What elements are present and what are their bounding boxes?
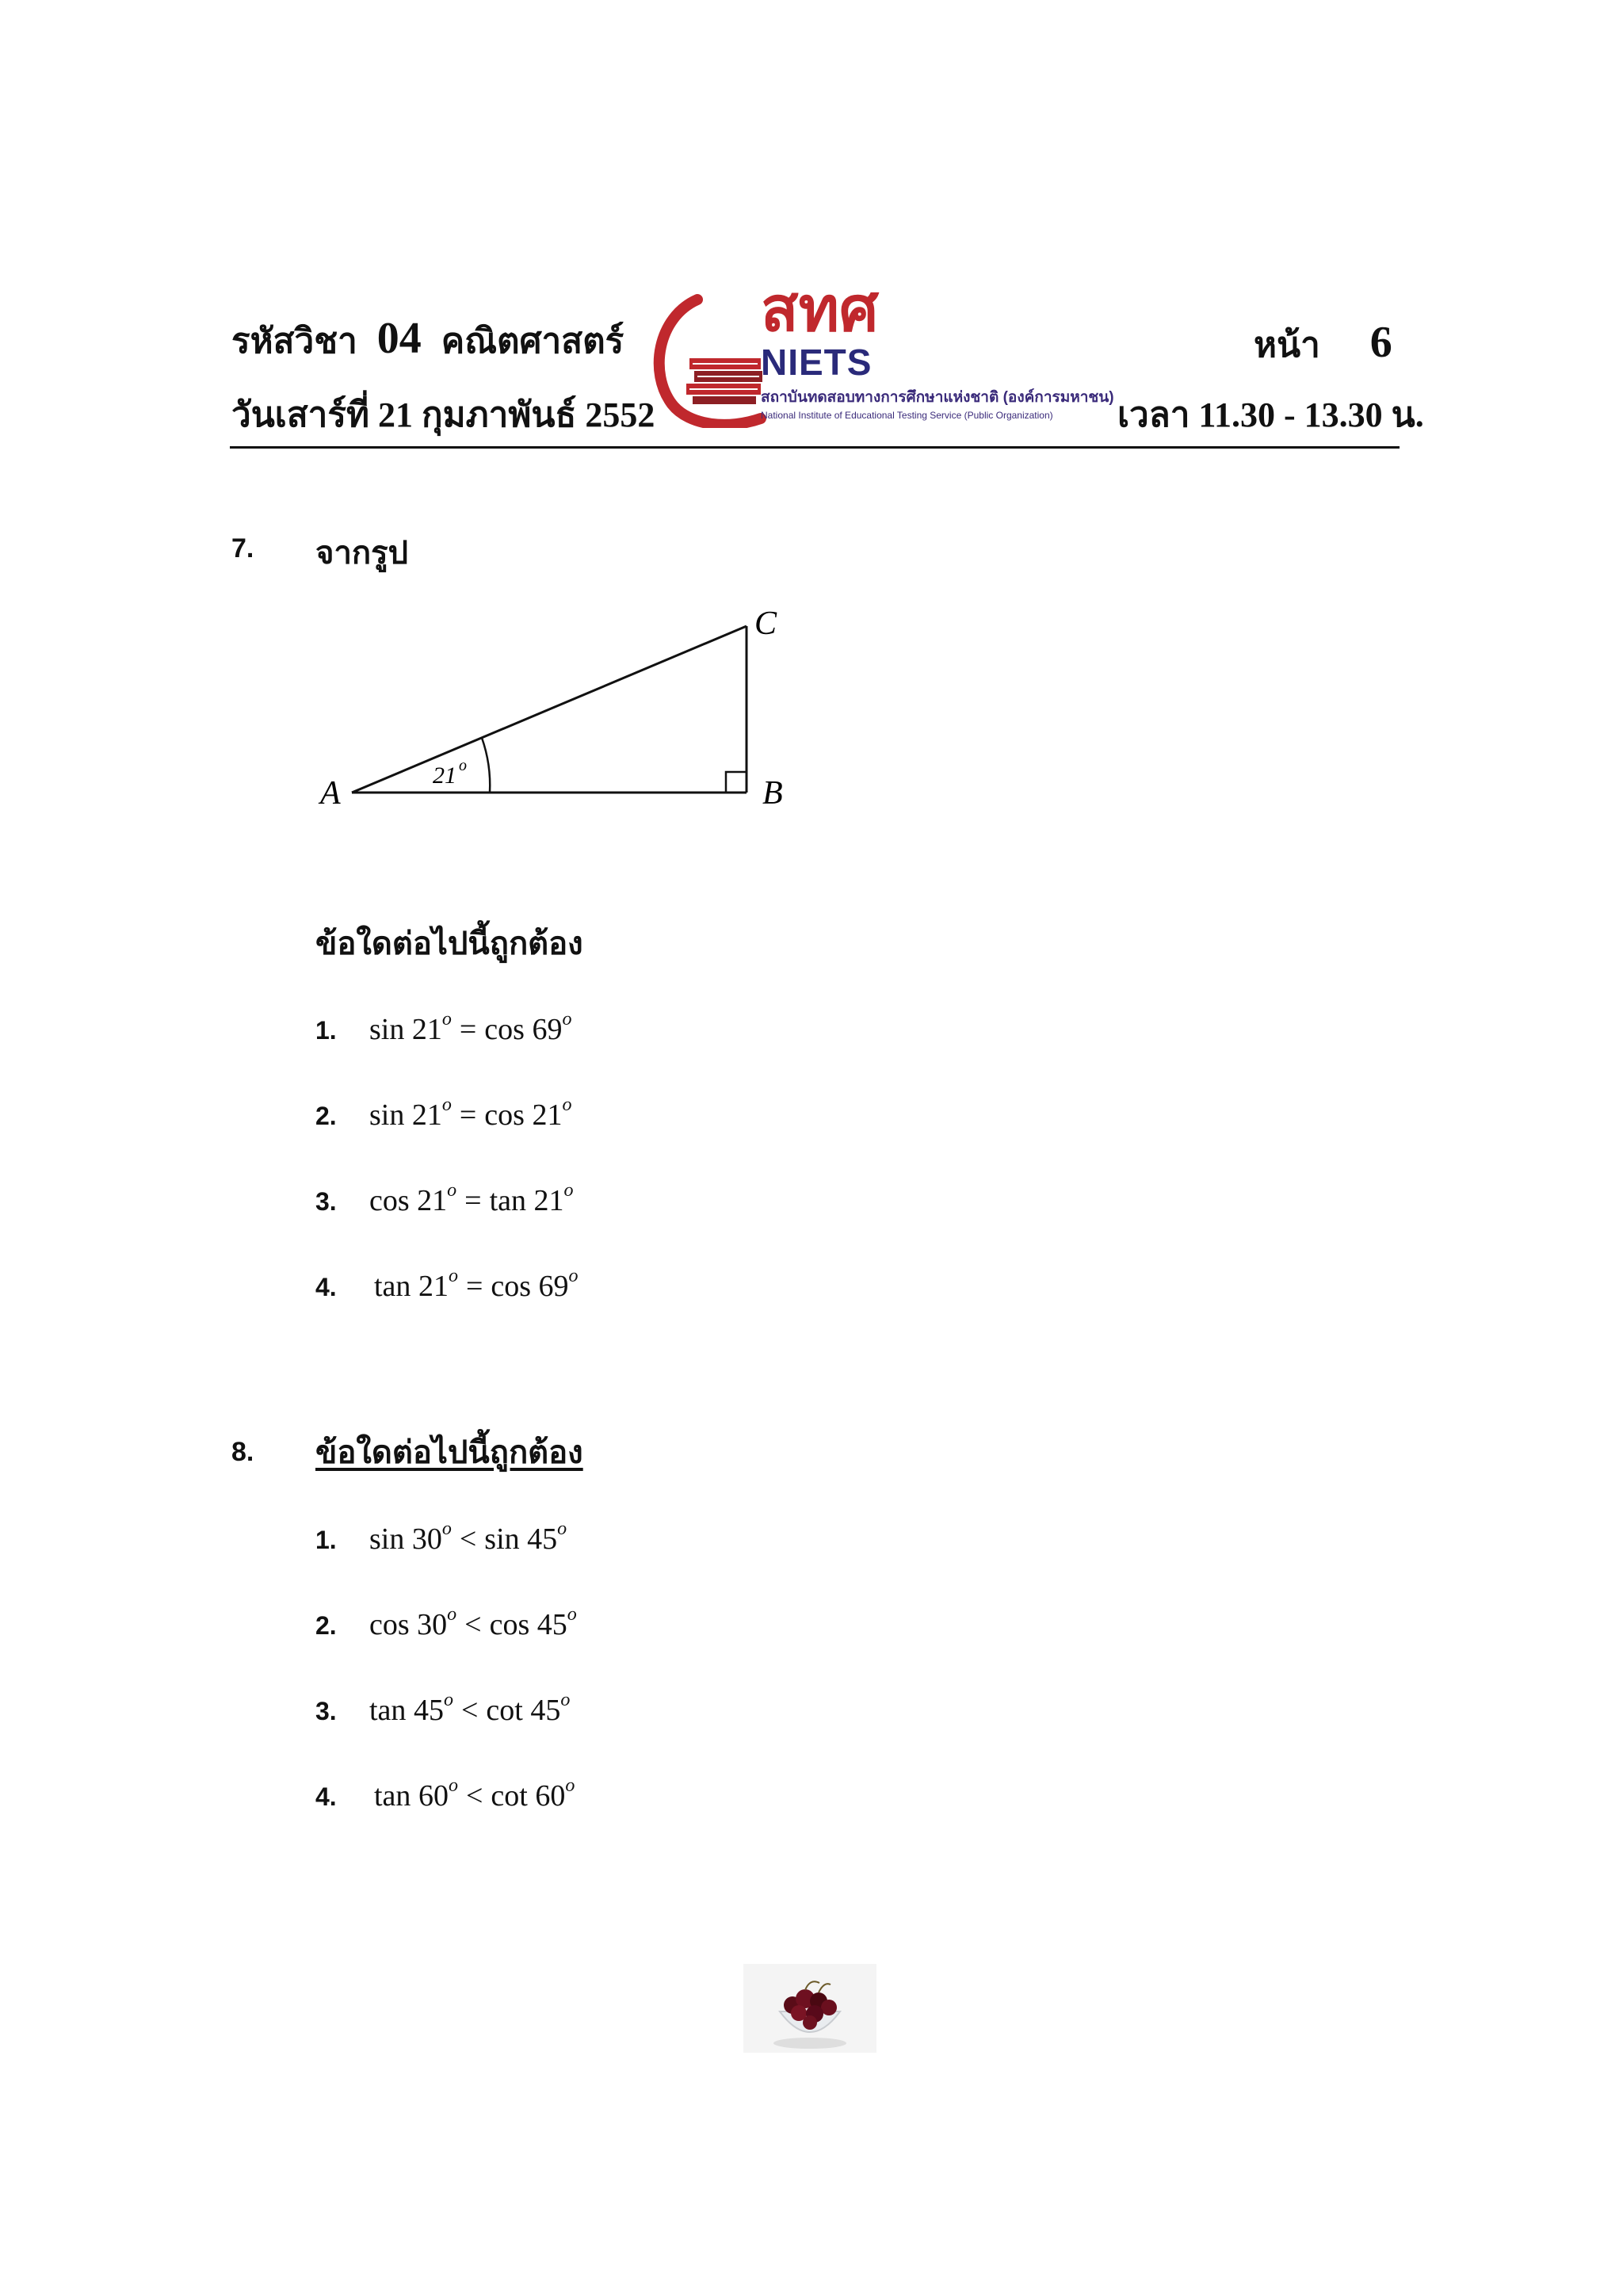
option-expression: $\tan 45^o < \cot 45^o$: [369, 1690, 571, 1727]
option-number: 1.: [315, 1526, 337, 1554]
logo-thai-full: สถาบันทดสอบทางการศึกษาแห่งชาติ (องค์การมหาชน): [761, 389, 1114, 406]
question-number: 7.: [231, 533, 254, 563]
exam-time: เวลา 11.30 - 13.30 น.: [1117, 395, 1424, 434]
question-prompt: ข้อใดต่อไปนี้ถูกต้อง: [315, 926, 583, 961]
option-number: 2.: [315, 1611, 337, 1640]
option-item: [315, 1009, 571, 1047]
option-item: [315, 1266, 579, 1304]
option-expression: $\sin 21^o = \cos 21^o$: [369, 1095, 572, 1132]
subject-code: 04: [376, 314, 422, 363]
subject-label: รหัสวิชา: [231, 322, 357, 361]
page-number: 6: [1369, 318, 1392, 367]
option-expression: $\cos 30^o < \cos 45^o$: [369, 1604, 577, 1641]
vertex-a-label: A: [320, 775, 341, 810]
option-item: [315, 1690, 570, 1728]
logo-english-full: National Institute of Educational Testing Service (Public Organization): [761, 410, 1053, 421]
question-prompt: ข้อใดต่อไปนี้ถูกต้อง: [315, 1435, 583, 1470]
page-label: หน้า: [1254, 326, 1320, 365]
option-number: 3.: [315, 1697, 337, 1725]
option-item: [315, 1604, 577, 1642]
logo-english-abbr: NIETS: [761, 342, 873, 383]
header-divider: [230, 446, 1400, 449]
right-angle-mark: [726, 772, 747, 793]
option-number: 3.: [315, 1187, 337, 1216]
option-item: [315, 1180, 574, 1218]
option-expression: $\sin 21^o = \cos 69^o$: [369, 1009, 572, 1046]
question-number: 8.: [231, 1437, 254, 1467]
subject-line: [231, 313, 624, 369]
option-number: 1.: [315, 1016, 337, 1045]
side-ac: [352, 626, 747, 793]
vertex-b-label: B: [762, 775, 783, 810]
angle-label: 21: [433, 762, 456, 789]
option-expression: $\sin 30^o < \sin 45^o$: [369, 1519, 567, 1556]
angle-degree: o: [459, 757, 467, 774]
option-number: 4.: [315, 1782, 337, 1811]
vertex-c-label: C: [754, 606, 777, 642]
option-expression: $\cos 21^o = \tan 21^o$: [369, 1180, 574, 1217]
page-indicator: [1254, 317, 1392, 372]
option-item: [315, 1095, 571, 1133]
option-number: 2.: [315, 1102, 337, 1130]
option-item: [315, 1519, 567, 1557]
triangle-figure: [309, 596, 800, 810]
exam-date: วันเสาร์ที่ 21 กุมภาพันธ์ 2552: [231, 395, 655, 434]
cherries-bowl-icon: [743, 1964, 876, 2053]
angle-arc: [482, 738, 490, 793]
subject-name: คณิตศาสตร์: [441, 322, 624, 361]
logo-thai-abbr: สทศ: [761, 274, 879, 346]
niets-logo: [642, 274, 1117, 428]
option-item: [315, 1775, 575, 1813]
question-intro: จากรูป: [315, 536, 408, 571]
option-number: 4.: [315, 1273, 337, 1301]
option-expression: $\tan 21^o = \cos 69^o$: [374, 1266, 579, 1303]
option-expression: $\tan 60^o < \cot 60^o$: [374, 1775, 575, 1813]
